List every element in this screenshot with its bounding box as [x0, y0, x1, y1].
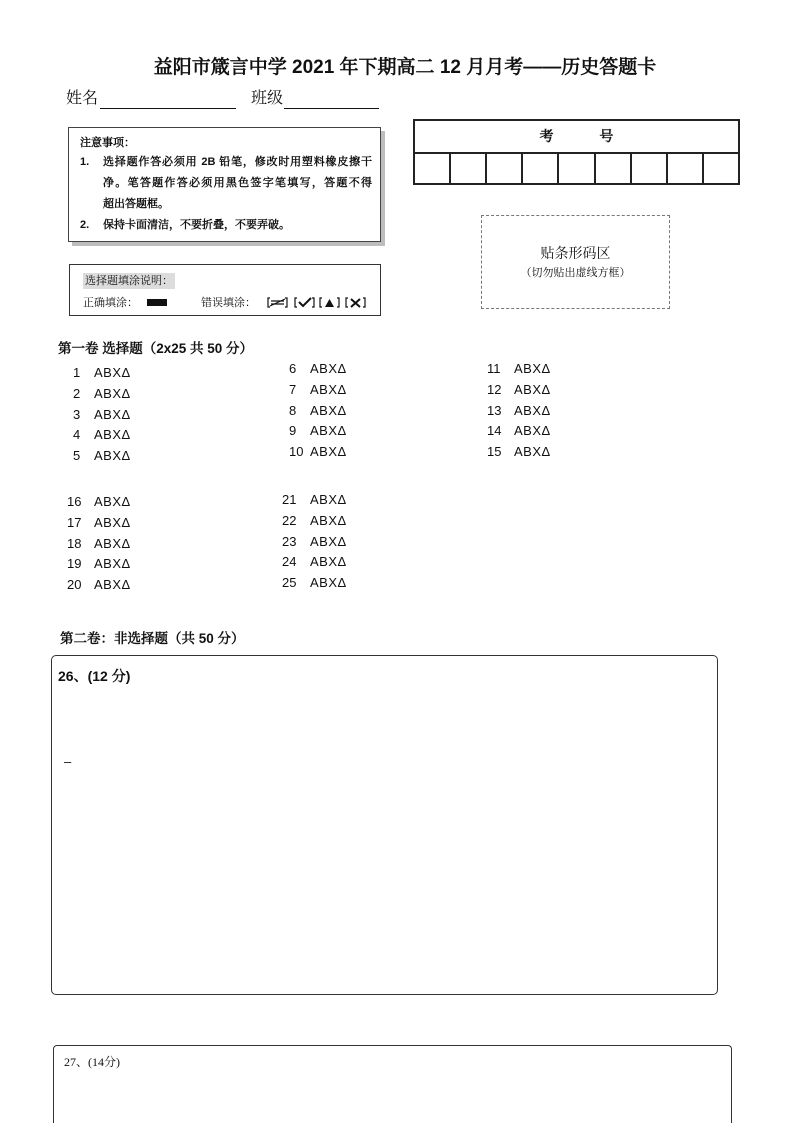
- question-row: [67, 534, 187, 555]
- question-options: ABXΔ: [310, 423, 347, 439]
- question-options: ABXΔ: [310, 361, 347, 376]
- question-options: ABXΔ: [94, 494, 131, 509]
- wrong-fill-triangle-icon: [319, 297, 340, 308]
- notice-item-number: 1.: [80, 156, 90, 168]
- question-options: ABXΔ: [514, 423, 551, 439]
- question-options: ABXΔ: [310, 492, 347, 507]
- question-row: [487, 401, 607, 422]
- question-options: ABXΔ: [310, 444, 347, 460]
- question-number: 3: [73, 406, 81, 422]
- question-27-label: 27、(14分): [64, 1055, 120, 1069]
- question-row: [73, 405, 193, 426]
- notice-title: 注意事项：: [80, 137, 135, 149]
- question-number: 11: [487, 361, 501, 376]
- question-row: [289, 380, 409, 401]
- question-number: 12: [487, 381, 502, 397]
- section1-heading: 第一卷 选择题（2x25 共 50 分）: [58, 341, 254, 356]
- question-options: ABXΔ: [94, 577, 131, 593]
- question-number: 16: [67, 494, 82, 509]
- notice-line: 净。笔答题作答必须用黑色签字笔填写，答题不得: [103, 177, 372, 189]
- question-options: ABXΔ: [514, 361, 551, 376]
- question-row: [67, 492, 187, 513]
- question-options: ABXΔ: [310, 512, 347, 528]
- class-blank: [284, 92, 379, 109]
- question-options: ABXΔ: [94, 514, 131, 530]
- notice-item-number: 2.: [80, 219, 90, 231]
- stray-dash-mark: –: [64, 754, 72, 769]
- question-row: [487, 442, 607, 463]
- student-info-row: [66, 87, 379, 109]
- question-number: 21: [282, 492, 297, 507]
- notice-box: [68, 127, 381, 242]
- question-options: ABXΔ: [310, 402, 347, 418]
- question-options: ABXΔ: [94, 535, 131, 551]
- class-label: 班级: [251, 90, 284, 107]
- question-number: 9: [289, 423, 297, 439]
- question-row: [282, 511, 402, 532]
- question-row: [73, 425, 193, 446]
- question-options: ABXΔ: [94, 556, 131, 572]
- notice-line: 选择题作答必须用 2B 铅笔，修改时用塑料橡皮擦干: [103, 156, 372, 168]
- question-group-21-25: [282, 490, 402, 594]
- exam-number-cell: [521, 154, 557, 183]
- wrong-fill-dash-icon: [267, 297, 288, 308]
- question-row: [67, 513, 187, 534]
- question-row: [289, 421, 409, 442]
- question-row: [282, 573, 402, 594]
- exam-number-box: [413, 119, 740, 185]
- answer-box-27: [53, 1045, 732, 1123]
- name-label: 姓名: [66, 90, 99, 107]
- correct-fill-mark: [147, 299, 167, 306]
- exam-number-cell: [702, 154, 738, 183]
- question-row: [67, 575, 187, 596]
- question-number: 4: [73, 427, 81, 443]
- question-options: ABXΔ: [94, 448, 131, 464]
- section2-heading: 第二卷：非选择题（共 50 分）: [60, 631, 245, 646]
- question-options: ABXΔ: [514, 381, 551, 397]
- exam-number-label: 考 号: [415, 121, 738, 154]
- question-number: 1: [73, 365, 81, 380]
- question-options: ABXΔ: [514, 402, 551, 418]
- question-options: ABXΔ: [94, 427, 131, 443]
- question-number: 14: [487, 423, 502, 439]
- question-number: 18: [67, 535, 82, 551]
- question-number: 10: [289, 444, 304, 460]
- question-options: ABXΔ: [310, 575, 347, 591]
- notice-line: 超出答题框。: [103, 198, 169, 210]
- question-number: 15: [487, 444, 502, 460]
- question-row: [73, 363, 193, 384]
- exam-number-cell: [557, 154, 593, 183]
- question-number: 22: [282, 512, 297, 528]
- question-number: 6: [289, 361, 297, 376]
- wrong-fill-cross-icon: [345, 297, 366, 308]
- wrong-fill-label: 错误填涂：: [201, 297, 256, 309]
- question-number: 13: [487, 402, 502, 418]
- correct-fill-label: 正确填涂：: [83, 297, 138, 309]
- question-row: [282, 532, 402, 553]
- question-group-16-20: [67, 492, 187, 596]
- question-number: 19: [67, 556, 82, 572]
- sheet-title: 益阳市箴言中学 2021 年下期高二 12 月月考——历史答题卡: [153, 57, 657, 78]
- question-number: 25: [282, 575, 297, 591]
- notice-line: 保持卡面清洁，不要折叠，不要弄破。: [103, 219, 290, 231]
- barcode-area: [481, 215, 670, 309]
- question-options: ABXΔ: [310, 533, 347, 549]
- question-options: ABXΔ: [514, 444, 551, 460]
- question-number: 2: [73, 385, 81, 401]
- question-row: [282, 552, 402, 573]
- question-group-11-15: [487, 359, 607, 463]
- question-row: [67, 554, 187, 575]
- notice-item-2: [80, 215, 375, 236]
- question-number: 17: [67, 514, 82, 530]
- question-number: 7: [289, 381, 297, 397]
- exam-number-cell: [449, 154, 485, 183]
- question-row: [73, 446, 193, 467]
- question-group-6-10: [289, 359, 409, 463]
- question-row: [289, 442, 409, 463]
- question-row: [289, 401, 409, 422]
- notice-item-text: [103, 215, 372, 236]
- name-blank: [100, 92, 236, 109]
- question-row: [282, 490, 402, 511]
- question-row: [487, 359, 607, 380]
- exam-number-cell: [594, 154, 630, 183]
- notice-item-text: [103, 152, 372, 215]
- notice-item-1: [80, 152, 375, 215]
- question-row: [487, 380, 607, 401]
- wrong-fill-check-icon: [294, 297, 315, 308]
- question-row: [289, 359, 409, 380]
- question-number: 23: [282, 533, 297, 549]
- exam-number-cell: [630, 154, 666, 183]
- fill-guide-box: [69, 264, 381, 316]
- exam-number-cell: [415, 154, 449, 183]
- question-options: ABXΔ: [94, 406, 131, 422]
- barcode-note: （切勿贴出虚线方框）: [520, 267, 631, 279]
- question-number: 5: [73, 448, 81, 464]
- question-26-label: 26、(12 分): [58, 668, 131, 684]
- fill-guide-title: 选择题填涂说明：: [85, 275, 173, 287]
- question-number: 20: [67, 577, 82, 593]
- question-options: ABXΔ: [310, 381, 347, 397]
- barcode-title: 贴条形码区: [540, 245, 611, 261]
- question-options: ABXΔ: [94, 365, 131, 380]
- exam-number-cell: [485, 154, 521, 183]
- question-number: 8: [289, 402, 297, 418]
- question-row: [73, 384, 193, 405]
- question-number: 24: [282, 554, 297, 570]
- question-options: ABXΔ: [310, 554, 347, 570]
- answer-box-26: [51, 655, 718, 995]
- exam-number-cell: [666, 154, 702, 183]
- question-options: ABXΔ: [94, 385, 131, 401]
- exam-number-cells: [415, 154, 738, 183]
- question-group-1-5: [73, 363, 193, 467]
- question-row: [487, 421, 607, 442]
